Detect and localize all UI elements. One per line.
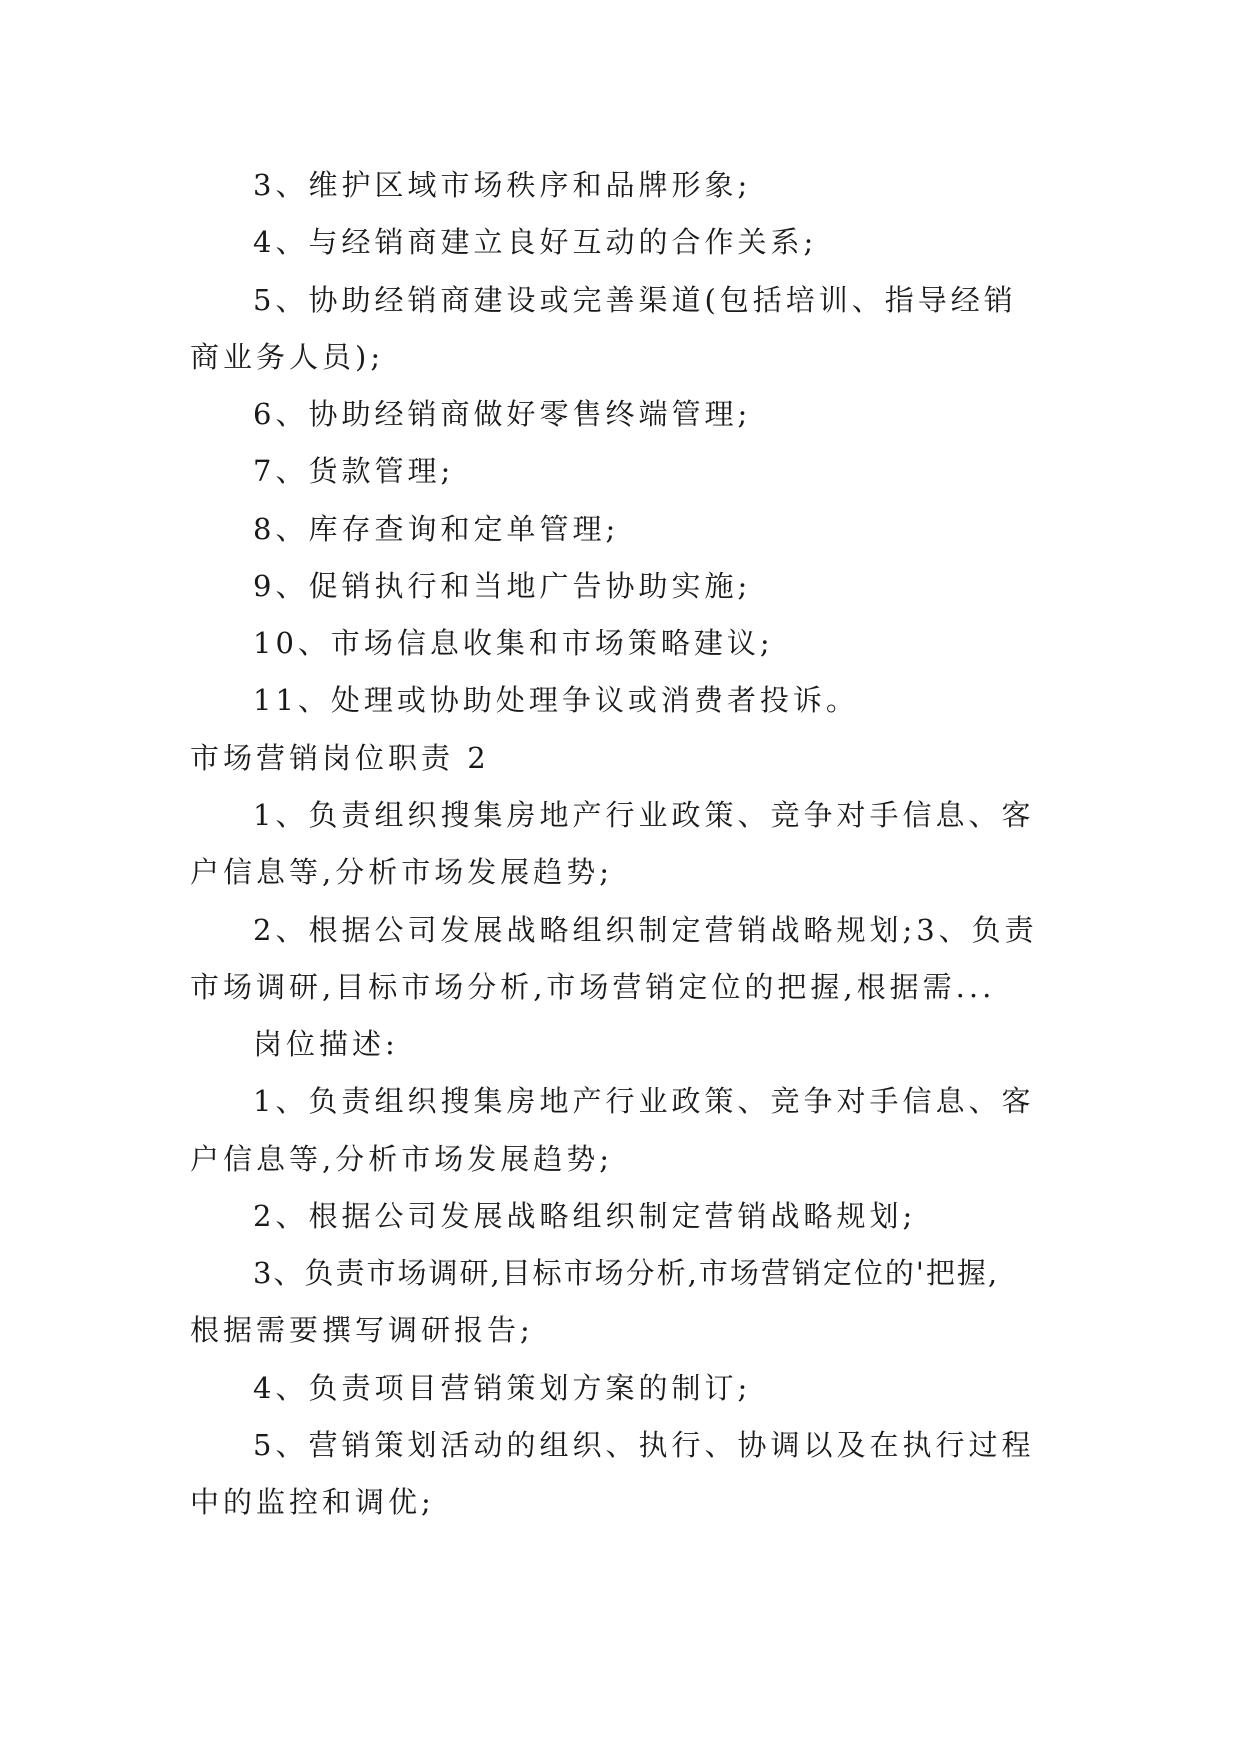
text-line-item-8: 8、库存查询和定单管理; bbox=[253, 512, 620, 546]
text-line-s2-item-1: 1、负责组织搜集房地产行业政策、竞争对手信息、客 bbox=[253, 798, 1035, 832]
text-line-desc-item-2: 2、根据公司发展战略组织制定营销战略规划; bbox=[253, 1199, 917, 1233]
text-line-item-6: 6、协助经销商做好零售终端管理; bbox=[253, 397, 752, 431]
text-line-item-10: 10、市场信息收集和市场策略建议; bbox=[253, 626, 774, 660]
text-line-item-11: 11、处理或协助处理争议或消费者投诉。 bbox=[253, 683, 859, 717]
text-line-desc-item-4: 4、负责项目营销策划方案的制订; bbox=[253, 1371, 752, 1405]
text-line-item-3: 3、维护区域市场秩序和品牌形象; bbox=[253, 168, 752, 202]
text-line-desc-item-1-cont: 户信息等,分析市场发展趋势; bbox=[190, 1142, 613, 1176]
text-line-item-5: 5、协助经销商建设或完善渠道(包括培训、指导经销 bbox=[253, 283, 1017, 317]
subheading-job-description: 岗位描述: bbox=[253, 1027, 399, 1061]
text-line-item-9: 9、促销执行和当地广告协助实施; bbox=[253, 569, 752, 603]
text-line-s2-item-2: 2、根据公司发展战略组织制定营销战略规划;3、负责 bbox=[253, 913, 1038, 947]
text-line-s2-item-2-cont: 市场调研,目标市场分析,市场营销定位的把握,根据需... bbox=[190, 970, 996, 1004]
text-line-item-4: 4、与经销商建立良好互动的合作关系; bbox=[253, 225, 818, 259]
text-line-desc-item-5-cont: 中的监控和调优; bbox=[190, 1485, 435, 1519]
text-line-desc-item-3-cont: 根据需要撰写调研报告; bbox=[190, 1313, 534, 1347]
text-line-item-7: 7、货款管理; bbox=[253, 454, 455, 488]
section-heading: 市场营销岗位职责 2 bbox=[190, 741, 490, 775]
text-line-desc-item-1: 1、负责组织搜集房地产行业政策、竞争对手信息、客 bbox=[253, 1084, 1035, 1118]
text-line-item-5-cont: 商业务人员); bbox=[190, 340, 385, 374]
text-line-desc-item-3: 3、负责市场调研,目标市场分析,市场营销定位的'把握, bbox=[253, 1256, 1000, 1290]
text-line-s2-item-1-cont: 户信息等,分析市场发展趋势; bbox=[190, 855, 613, 889]
text-line-desc-item-5: 5、营销策划活动的组织、执行、协调以及在执行过程 bbox=[253, 1428, 1035, 1462]
